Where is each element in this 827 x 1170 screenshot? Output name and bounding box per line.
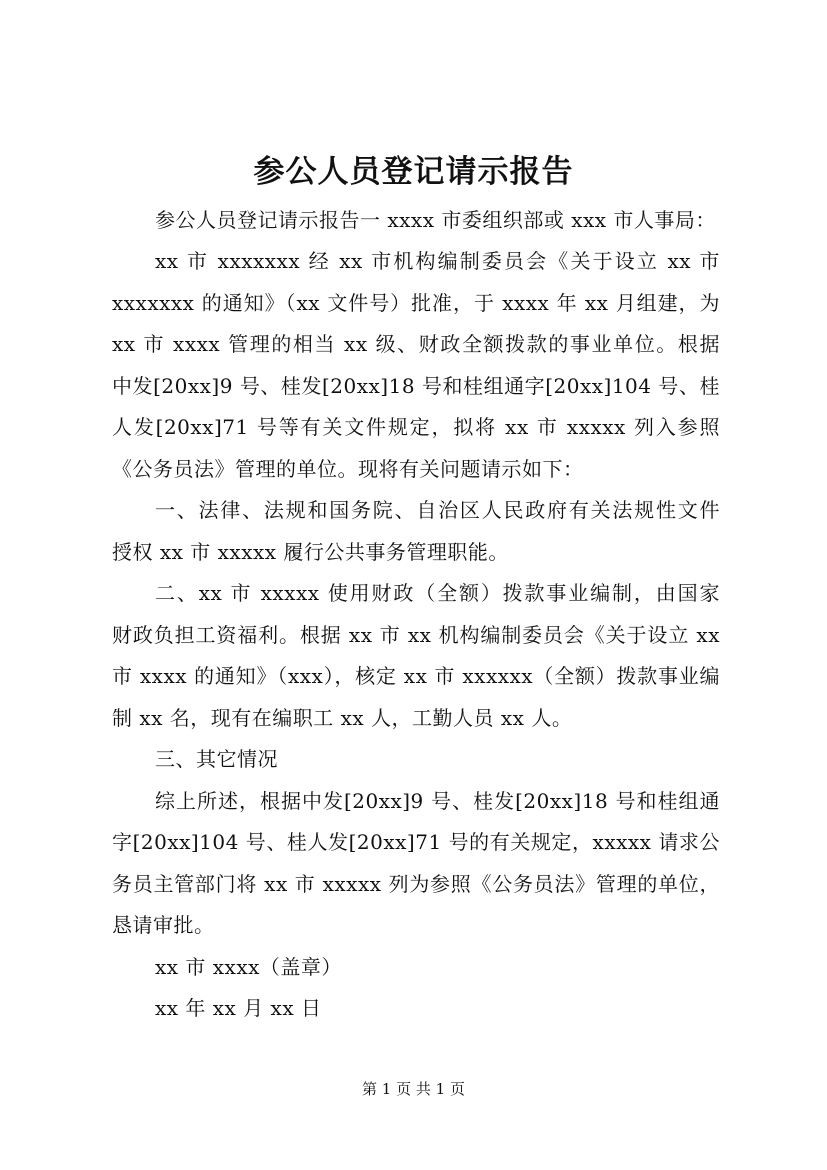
- body-line: 《公务员法》管理的单位。现将有关问题请示如下：: [112, 457, 584, 481]
- body-line: 市 xxxx 的通知》（xxx），核定 xx 市 xxxxxx（全额）拨款事业编: [112, 664, 720, 688]
- body-line: 中发[20xx]9 号、桂发[20xx]18 号和桂组通字[20xx]104 号、桂: [112, 374, 720, 398]
- body-line: 二、xx 市 xxxxx 使用财政（全额）拨款事业编制，由国家: [155, 581, 720, 605]
- body-line: 务员主管部门将 xx 市 xxxxx 列为参照《公务员法》管理的单位，: [112, 872, 720, 896]
- body-line: 人发[20xx]71 号等有关文件规定，拟将 xx 市 xxxxx 列入参照: [112, 415, 720, 439]
- page-number-footer: 第 1 页 共 1 页: [362, 1080, 465, 1098]
- salutation-line: 参公人员登记请示报告一 xxxx 市委组织部或 xxx 市人事局：: [155, 208, 716, 232]
- body-line: 制 xx 名，现有在编职工 xx 人，工勤人员 xx 人。: [112, 706, 573, 730]
- body-line: xx 市 xxxx 管理的相当 xx 级、财政全额拨款的事业单位。根据: [112, 332, 720, 356]
- body-line: xx 市 xxxxxxx 经 xx 市机构编制委员会《关于设立 xx 市: [155, 249, 720, 273]
- body-line: 恳请审批。: [112, 913, 215, 937]
- date-line: xx 年 xx 月 xx 日: [155, 996, 322, 1020]
- section-heading: 三、其它情况: [155, 747, 278, 771]
- body-line: 综上所述，根据中发[20xx]9 号、桂发[20xx]18 号和桂组通: [155, 789, 720, 813]
- document-title: 参公人员登记请示报告: [253, 154, 574, 190]
- body-line: 一、法律、法规和国务院、自治区人民政府有关法规性文件: [155, 498, 720, 522]
- body-line: xxxxxxx 的通知》（xx 文件号）批准，于 xxxx 年 xx 月组建，为: [112, 291, 720, 315]
- body-line: 授权 xx 市 xxxxx 履行公共事务管理职能。: [112, 540, 509, 564]
- signature-line: xx 市 xxxx（盖章）: [155, 955, 342, 979]
- body-line: 财政负担工资福利。根据 xx 市 xx 机构编制委员会《关于设立 xx: [112, 623, 720, 647]
- body-line: 字[20xx]104 号、桂人发[20xx]71 号的有关规定，xxxxx 请求公: [112, 830, 720, 854]
